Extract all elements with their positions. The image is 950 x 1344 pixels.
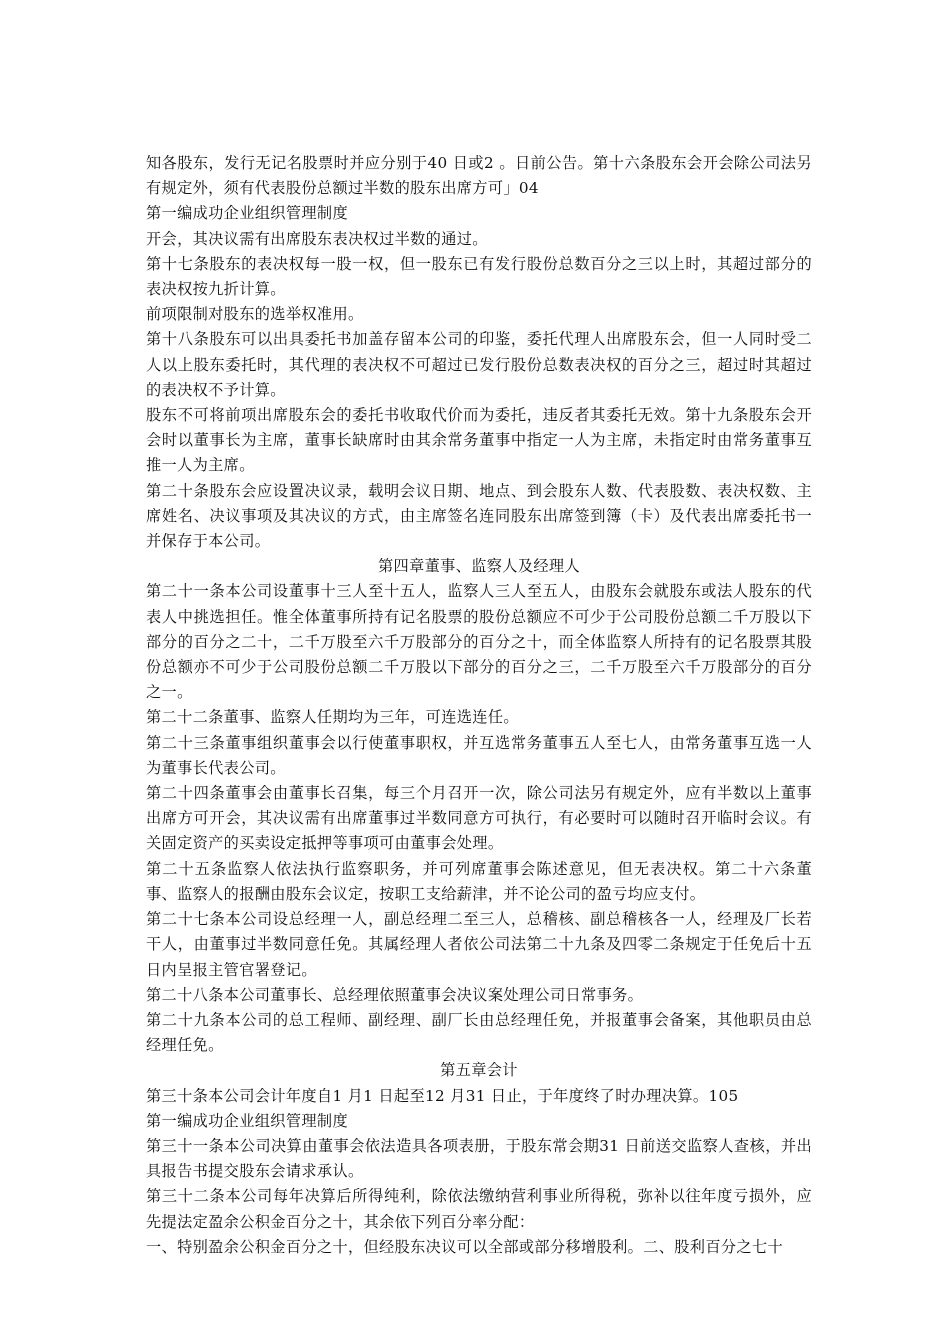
paragraph-article-25-26: 第二十五条监察人依法执行监察职务，并可列席董事会陈述意见，但无表决权。第二十六条董事、监察人的报酬由股东会议定，按职工支给薪津，并不论公司的盈亏均应支付。: [146, 859, 812, 903]
paragraph-article-19: 股东不可将前项出席股东会的委托书收取代价而为委托，违反者其委托无效。第十九条股东会开会时以董事长为主席，董事长缺席时由其余常务董事中指定一人为主席，未指定时由常务董事互推一人为主席。: [146, 406, 812, 475]
paragraph-article-21: 第二十一条本公司设董事十三人至十五人，监察人三人至五人，由股东会就股东或法人股东的代表人中挑选担任。惟全体董事所持有记名股票的股份总额应不可少于公司股份总额二千万股以下部分的百分之二十，二千万股至六千万股部分的百分之十，而全体监察人所持有的记名股票其股份总额亦不可少于公司股份总额二千万股以下部分的百分之三，二千万股至六千万股部分的百分之一。: [146, 582, 812, 702]
paragraph-article-28: 第二十八条本公司董事长、总经理依照董事会决议案处理公司日常事务。: [146, 985, 644, 1004]
paragraph-article-23: 第二十三条董事组织董事会以行使董事职权，并互选常务董事五人至七人，由常务董事互选一人为董事长代表公司。: [146, 733, 812, 777]
paragraph-article-17: 第十七条股东的表决权每一股一权，但一股东已有发行股份总数百分之三以上时，其超过部分的表决权按九折计算。: [146, 254, 812, 299]
paragraph-article-32: 第三十二条本公司每年决算后所得纯利，除依法缴纳营利事业所得税，弥补以往年度亏损外，应先提法定盈余公积金百分之十，其余依下列百分率分配：: [146, 1187, 812, 1231]
paragraph-article-22: 第二十二条董事、监察人任期均为三年，可连选连任。: [146, 708, 519, 727]
running-header: 第一编成功企业组织管理制度: [146, 204, 348, 223]
running-header: 第一编成功企业组织管理制度: [146, 1111, 348, 1130]
paragraph-election-right: 前项限制对股东的选举权准用。: [146, 305, 364, 324]
chapter-4-heading: 第四章董事、监察人及经理人: [378, 557, 580, 576]
paragraph-meeting-resolution: 开会，其决议需有出席股东表决权过半数的通过。: [146, 229, 488, 248]
paragraph-article-18: 第十八条股东可以出具委托书加盖存留本公司的印鉴，委托代理人出席股东会，但一人同时受二人以上股东委托时，其代理的表决权不可超过已发行股份总数表决权的百分之三，超过时其超过的表决权不予计算。: [146, 330, 812, 399]
paragraph-article-29: 第二十九条本公司的总工程师、副经理、副厂长由总经理任免，并报董事会备案，其他职员由总经理任免。: [146, 1010, 812, 1055]
paragraph-article-30: 第三十条本公司会计年度自1 月1 日起至12 月31 日止，于年度终了时办理决算。105: [146, 1086, 739, 1105]
paragraph-article-24: 第二十四条董事会由董事长召集，每三个月召开一次，除公司法另有规定外，应有半数以上董事出席方可开会，其决议需有出席董事过半数同意方可执行，有必要时可以随时召开临时会议。有关固定资产的买卖设定抵押等事项可由董事会处理。: [146, 784, 812, 853]
paragraph-article-27: 第二十七条本公司设总经理一人，副总经理二至三人，总稽核、副总稽核各一人，经理及厂长若干人，由董事过半数同意任免。其属经理人者依公司法第二十九条及四零二条规定于任免后十五日内呈报主管官署登记。: [146, 910, 812, 979]
chapter-5-heading: 第五章会计: [440, 1061, 518, 1080]
paragraph-article-20: 第二十条股东会应设置决议录，载明会议日期、地点、到会股东人数、代表股数、表决权数、主席姓名、决议事项及其决议的方式，由主席签名连同股东出席签到簿（卡）及代表出席委托书一并保存于本公司。: [146, 481, 812, 551]
paragraph-shareholder-notice: 知各股东，发行无记名股票时并应分别于40 日或2 。日前公告。第十六条股东会开会除公司法另有规定外，须有代表股份总额过半数的股东出席方可」04: [146, 154, 812, 198]
paragraph-article-31: 第三十一条本公司决算由董事会依法造具各项表册，于股东常会期31 日前送交监察人查核，并出具报告书提交股东会请求承认。: [146, 1136, 812, 1181]
document-page: [146, 151, 812, 1260]
paragraph-distribution-items: 一、特别盈余公积金百分之十，但经股东决议可以全部或部分移增股利。二、股利百分之七十: [146, 1237, 784, 1256]
